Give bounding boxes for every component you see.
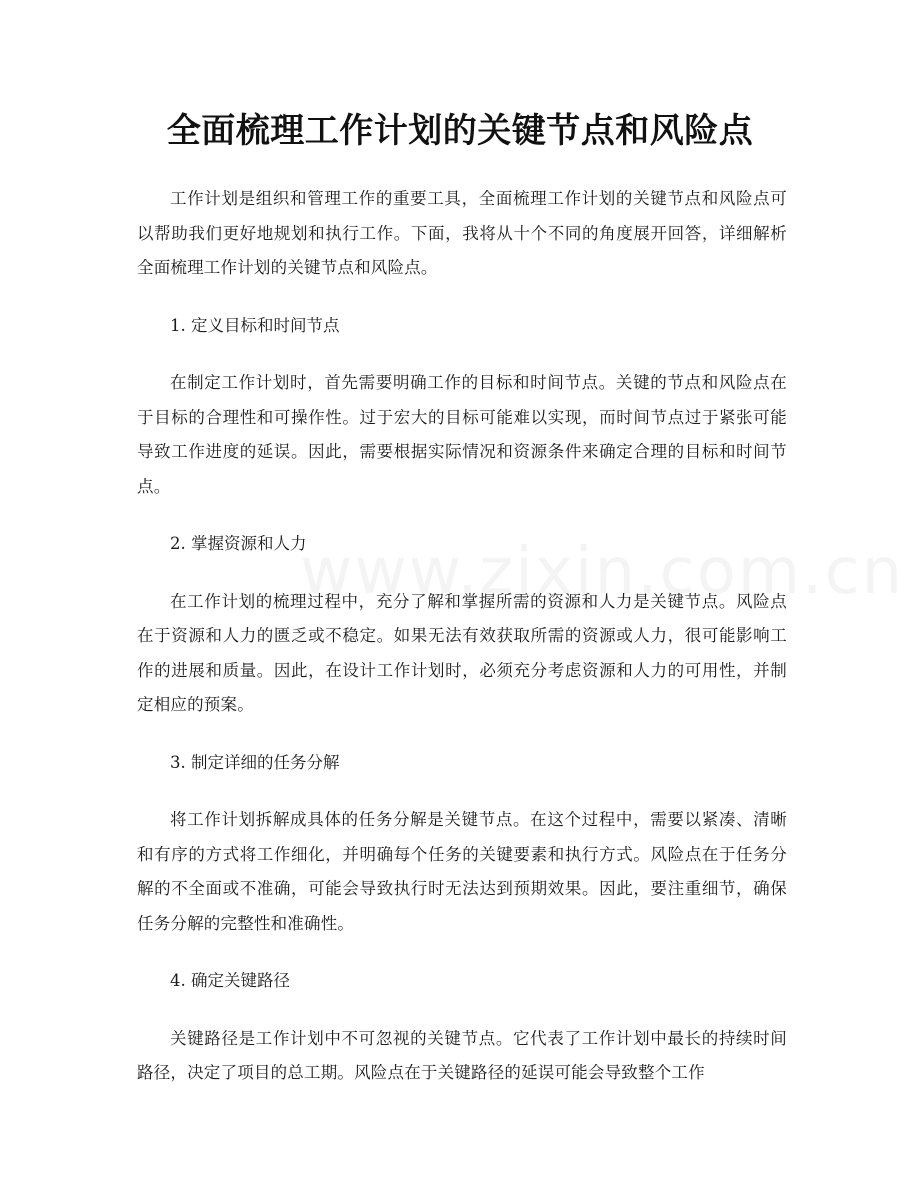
section-paragraph-1: 在制定工作计划时，首先需要明确工作的目标和时间节点。关键的节点和风险点在于目标的合理性和可操作性。过于宏大的目标可能难以实现，而时间节点过于紧张可能导致工作进度的延误。因此，需要根据实际情况和资源条件来确定合理的目标和时间节点。 bbox=[137, 373, 787, 496]
page-title: 全面梳理工作计划的关键节点和风险点 bbox=[166, 111, 754, 151]
section-heading-2: 2. 掌握资源和人力 bbox=[170, 534, 307, 553]
section-paragraph-4: 关键路径是工作计划中不可忽视的关键节点。它代表了工作计划中最长的持续时间路径，决定了项目的总工期。风险点在于关键路径的延误可能会导致整个工作 bbox=[137, 1028, 787, 1082]
section-heading-1: 1. 定义目标和时间节点 bbox=[170, 315, 340, 335]
intro-paragraph: 工作计划是组织和管理工作的重要工具，全面梳理工作计划的关键节点和风险点可以帮助我们更好地规划和执行工作。下面，我将从十个不同的角度展开回答，详细解析全面梳理工作计划的关键节点和风险点。 bbox=[137, 189, 787, 277]
document-body bbox=[137, 182, 787, 1114]
section-paragraph-3: 将工作计划拆解成具体的任务分解是关键节点。在这个过程中，需要以紧凑、清晰和有序的方式将工作细化，并明确每个任务的关键要素和执行方式。风险点在于任务分解的不全面或不准确，可能会导致执行时无法达到预期效果。因此，要注重细节，确保任务分解的完整性和准确性。 bbox=[137, 810, 787, 933]
section-paragraph-2: 在工作计划的梳理过程中，充分了解和掌握所需的资源和人力是关键节点。风险点在于资源和人力的匮乏或不稳定。如果无法有效获取所需的资源或人力，很可能影响工作的进展和质量。因此，在设计工作计划时，必须充分考虑资源和人力的可用性，并制定相应的预案。 bbox=[137, 591, 787, 714]
section-heading-4: 4. 确定关键路径 bbox=[170, 971, 290, 990]
section-heading-3: 3. 制定详细的任务分解 bbox=[170, 752, 340, 772]
